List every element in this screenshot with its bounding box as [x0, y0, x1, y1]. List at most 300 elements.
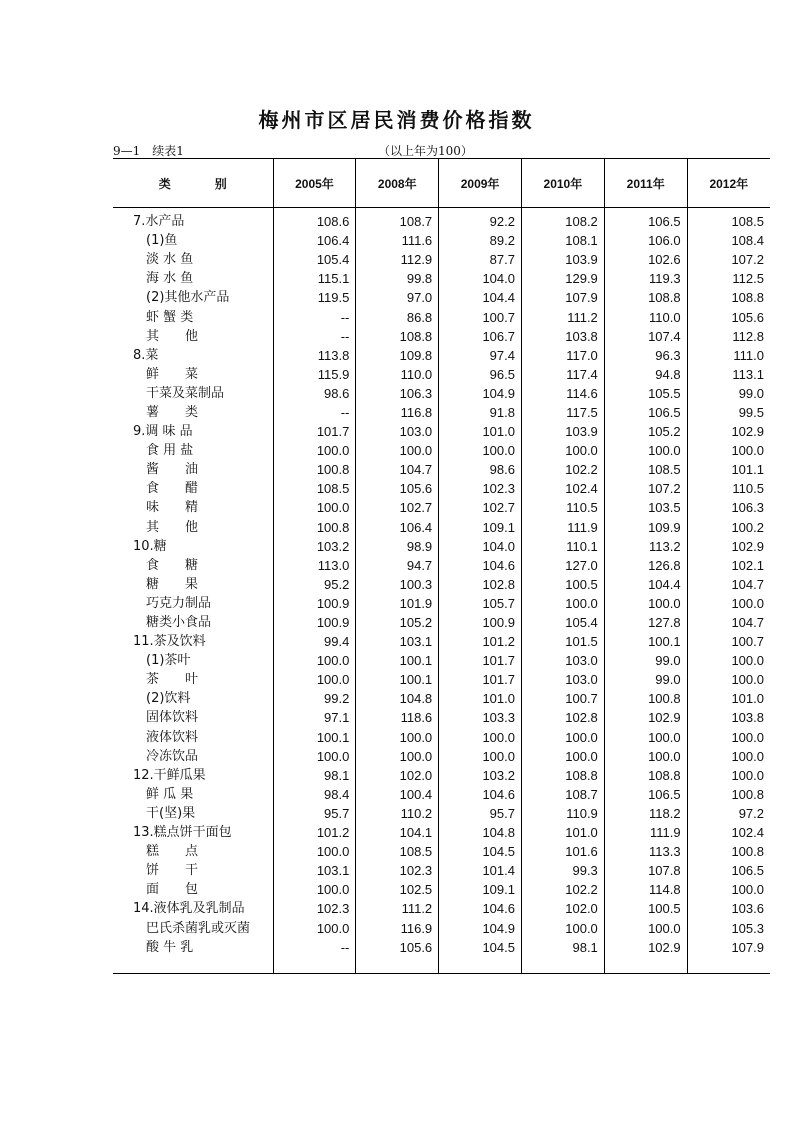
table-row: [113, 880, 770, 899]
table-row: [113, 766, 770, 785]
row-value: 103.9: [521, 422, 604, 441]
row-label: 鲜 瓜 果: [146, 786, 194, 802]
row-value: 100.0: [521, 441, 604, 460]
row-label: 8.菜: [133, 347, 159, 363]
table-row: [113, 479, 770, 498]
row-label: 饼 干: [146, 863, 199, 879]
table-row: [113, 785, 770, 804]
row-value: 101.7: [273, 422, 356, 441]
table-row: [113, 307, 770, 326]
row-value: 100.0: [687, 670, 770, 689]
row-value: 113.1: [687, 365, 770, 384]
row-value: 101.4: [439, 861, 522, 880]
row-label: 淡 水 鱼: [146, 252, 194, 268]
row-value: 100.8: [687, 842, 770, 861]
row-value: 100.0: [439, 441, 522, 460]
row-value: 105.2: [604, 422, 687, 441]
table-row: [113, 804, 770, 823]
row-value: 100.9: [273, 594, 356, 613]
header-category-right: 别: [214, 176, 227, 191]
table-row: [113, 441, 770, 460]
row-value: --: [273, 938, 356, 957]
row-value: 115.1: [273, 269, 356, 288]
row-value: 106.3: [687, 498, 770, 517]
table-row: [113, 670, 770, 689]
row-value: 117.5: [521, 403, 604, 422]
row-label: 7.水产品: [133, 214, 185, 230]
row-value: 102.0: [521, 899, 604, 918]
row-value: 99.5: [687, 403, 770, 422]
row-value: 107.2: [604, 479, 687, 498]
row-value: 107.4: [604, 327, 687, 346]
row-value: 108.8: [356, 327, 439, 346]
row-value: 104.1: [356, 823, 439, 842]
row-value: 102.9: [687, 422, 770, 441]
row-value: 100.0: [356, 441, 439, 460]
row-value: 113.3: [604, 842, 687, 861]
row-label: 12.干鲜瓜果: [133, 767, 206, 783]
row-label: 茶 叶: [146, 672, 199, 688]
row-value: 100.7: [521, 689, 604, 708]
row-value: 100.1: [356, 651, 439, 670]
row-value: 100.4: [356, 785, 439, 804]
row-value: 86.8: [356, 307, 439, 326]
row-value: 100.9: [439, 613, 522, 632]
row-value: 106.3: [356, 384, 439, 403]
row-value: 100.8: [604, 689, 687, 708]
row-value: 110.9: [521, 804, 604, 823]
table-row: [113, 231, 770, 250]
row-value: --: [273, 307, 356, 326]
row-value: 104.7: [356, 460, 439, 479]
row-value: 108.2: [521, 212, 604, 231]
row-value: 97.0: [356, 288, 439, 307]
row-value: 108.4: [687, 231, 770, 250]
table-row: [113, 212, 770, 231]
row-value: 101.2: [273, 823, 356, 842]
row-value: 104.7: [687, 575, 770, 594]
table-row: [113, 575, 770, 594]
row-value: 104.9: [439, 918, 522, 937]
row-value: 104.5: [439, 938, 522, 957]
row-value: 100.0: [273, 670, 356, 689]
row-value: 103.9: [521, 250, 604, 269]
row-value: 100.0: [687, 594, 770, 613]
row-label: 巧克力制品: [146, 595, 212, 611]
row-label: (2)其他水产品: [146, 290, 230, 306]
table-row: [113, 823, 770, 842]
table-row: [113, 288, 770, 307]
row-value: 108.8: [521, 766, 604, 785]
row-value: 96.5: [439, 365, 522, 384]
table-row: [113, 250, 770, 269]
row-value: 102.7: [439, 498, 522, 517]
row-value: 102.1: [687, 556, 770, 575]
row-value: 101.9: [356, 594, 439, 613]
row-value: 104.0: [439, 269, 522, 288]
row-value: 101.0: [687, 689, 770, 708]
row-value: 105.4: [521, 613, 604, 632]
row-value: 99.0: [687, 384, 770, 403]
row-value: 111.2: [521, 307, 604, 326]
row-value: 97.1: [273, 708, 356, 727]
row-value: 96.3: [604, 346, 687, 365]
row-value: 97.4: [439, 346, 522, 365]
row-value: 100.8: [687, 785, 770, 804]
row-value: 103.0: [356, 422, 439, 441]
row-value: 100.0: [521, 747, 604, 766]
row-value: 102.9: [604, 938, 687, 957]
page-title: 梅州市区居民消费价格指数: [258, 108, 535, 132]
row-value: 104.7: [687, 613, 770, 632]
row-value: 104.4: [439, 288, 522, 307]
row-value: 104.5: [439, 842, 522, 861]
row-value: 111.9: [521, 518, 604, 537]
row-label: 其 他: [146, 328, 199, 344]
row-value: 110.1: [521, 537, 604, 556]
table-row: [113, 689, 770, 708]
row-value: 100.7: [687, 632, 770, 651]
row-value: 105.6: [356, 479, 439, 498]
row-label: 薯 类: [146, 404, 199, 420]
row-value: 97.2: [687, 804, 770, 823]
row-value: 111.6: [356, 231, 439, 250]
row-value: 98.1: [521, 938, 604, 957]
row-value: 104.6: [439, 785, 522, 804]
row-label: 其 他: [146, 519, 199, 535]
row-value: 100.1: [604, 632, 687, 651]
row-value: 105.6: [356, 938, 439, 957]
row-label: 巴氏杀菌乳或灭菌: [146, 920, 251, 936]
row-label: 糖类小食品: [146, 615, 212, 631]
row-value: 94.7: [356, 556, 439, 575]
row-value: 91.8: [439, 403, 522, 422]
row-value: 109.8: [356, 346, 439, 365]
row-value: 95.7: [439, 804, 522, 823]
row-value: 100.0: [687, 441, 770, 460]
row-value: 103.2: [273, 537, 356, 556]
row-value: 100.5: [521, 575, 604, 594]
row-value: 103.8: [521, 327, 604, 346]
table-row: [113, 651, 770, 670]
row-value: 98.1: [273, 766, 356, 785]
row-value: 114.6: [521, 384, 604, 403]
row-value: 103.1: [356, 632, 439, 651]
row-value: 114.8: [604, 880, 687, 899]
row-value: 102.5: [356, 880, 439, 899]
table-row: [113, 747, 770, 766]
row-value: 105.6: [687, 307, 770, 326]
row-value: 110.2: [356, 804, 439, 823]
row-label: 糖 果: [146, 576, 199, 592]
row-value: 107.9: [687, 938, 770, 957]
table-row: [113, 269, 770, 288]
row-value: 102.3: [439, 479, 522, 498]
row-value: 108.5: [604, 460, 687, 479]
row-label: 10.糖: [133, 538, 167, 554]
header-category: [113, 159, 273, 208]
header-year: 2010年: [521, 159, 604, 208]
row-value: 100.0: [687, 728, 770, 747]
row-value: 103.8: [687, 708, 770, 727]
row-value: 95.2: [273, 575, 356, 594]
row-value: 103.6: [687, 899, 770, 918]
row-label: 味 精: [146, 500, 199, 516]
row-value: 129.9: [521, 269, 604, 288]
row-value: 117.4: [521, 365, 604, 384]
row-value: 106.5: [604, 785, 687, 804]
row-value: 105.2: [356, 613, 439, 632]
row-value: 102.9: [687, 537, 770, 556]
table-id: 9—1 续表1: [113, 144, 184, 158]
row-value: --: [273, 403, 356, 422]
row-value: 98.6: [439, 460, 522, 479]
row-value: 109.9: [604, 518, 687, 537]
row-value: 101.7: [439, 670, 522, 689]
row-value: 116.9: [356, 918, 439, 937]
row-value: 89.2: [439, 231, 522, 250]
row-value: 102.6: [604, 250, 687, 269]
table-row: [113, 346, 770, 365]
row-value: 117.0: [521, 346, 604, 365]
row-value: 100.7: [439, 307, 522, 326]
row-value: 100.0: [521, 728, 604, 747]
row-value: 104.0: [439, 537, 522, 556]
row-value: 110.5: [521, 498, 604, 517]
row-value: 108.5: [356, 842, 439, 861]
row-label: 虾 蟹 类: [146, 309, 194, 325]
row-value: 101.0: [439, 689, 522, 708]
row-value: 112.8: [687, 327, 770, 346]
row-label: 酸 牛 乳: [146, 939, 194, 955]
table-row: [113, 518, 770, 537]
table-row: [113, 422, 770, 441]
row-value: 99.3: [521, 861, 604, 880]
row-label: (2)饮料: [146, 691, 191, 707]
row-value: 108.8: [687, 288, 770, 307]
header-year: 2005年: [273, 159, 356, 208]
row-value: 100.1: [356, 670, 439, 689]
row-label: 干菜及菜制品: [146, 385, 225, 401]
row-label: 面 包: [146, 882, 199, 898]
header-year: 2008年: [356, 159, 439, 208]
row-value: 102.4: [687, 823, 770, 842]
row-value: 111.9: [604, 823, 687, 842]
row-value: 108.6: [273, 212, 356, 231]
table-body: [113, 208, 770, 974]
row-value: 108.8: [604, 766, 687, 785]
row-value: 127.0: [521, 556, 604, 575]
row-value: 112.5: [687, 269, 770, 288]
row-label: 酱 油: [146, 462, 199, 478]
row-value: 104.6: [439, 899, 522, 918]
row-value: 100.3: [356, 575, 439, 594]
row-label: 液体饮料: [146, 729, 199, 745]
row-label: 固体饮料: [146, 710, 199, 726]
row-value: 101.6: [521, 842, 604, 861]
row-value: 110.0: [604, 307, 687, 326]
row-value: 105.5: [604, 384, 687, 403]
row-value: 100.0: [273, 918, 356, 937]
row-label: 冷冻饮品: [146, 748, 199, 764]
row-value: 100.0: [356, 728, 439, 747]
row-value: 100.8: [273, 460, 356, 479]
row-value: 100.0: [273, 498, 356, 517]
row-value: 100.0: [521, 918, 604, 937]
row-value: 105.7: [439, 594, 522, 613]
row-value: 100.0: [273, 880, 356, 899]
row-value: 101.7: [439, 651, 522, 670]
row-value: 95.7: [273, 804, 356, 823]
row-value: 94.8: [604, 365, 687, 384]
row-value: 100.0: [604, 594, 687, 613]
row-value: 119.3: [604, 269, 687, 288]
row-value: 99.4: [273, 632, 356, 651]
header-year: 2011年: [604, 159, 687, 208]
row-value: 110.0: [356, 365, 439, 384]
row-value: 100.5: [604, 899, 687, 918]
row-label: 干(坚)果: [146, 805, 196, 821]
row-value: 110.5: [687, 479, 770, 498]
row-value: 100.0: [273, 651, 356, 670]
row-value: 127.8: [604, 613, 687, 632]
row-value: 126.8: [604, 556, 687, 575]
row-value: 100.0: [521, 594, 604, 613]
row-label: 14.液体乳及乳制品: [133, 901, 245, 917]
row-value: 103.0: [521, 651, 604, 670]
row-value: 109.1: [439, 880, 522, 899]
row-value: 99.0: [604, 670, 687, 689]
row-value: 101.1: [687, 460, 770, 479]
row-value: 112.9: [356, 250, 439, 269]
row-value: 99.2: [273, 689, 356, 708]
row-value: 105.3: [687, 918, 770, 937]
row-value: 100.2: [687, 518, 770, 537]
row-label: 13.糕点饼干面包: [133, 825, 232, 841]
row-value: 106.0: [604, 231, 687, 250]
row-value: 92.2: [439, 212, 522, 231]
row-value: 103.3: [439, 708, 522, 727]
row-value: 100.0: [273, 747, 356, 766]
row-value: 101.2: [439, 632, 522, 651]
row-label: (1)鱼: [146, 233, 178, 249]
row-value: 100.0: [356, 747, 439, 766]
row-value: --: [273, 327, 356, 346]
row-value: 100.0: [439, 728, 522, 747]
row-value: 108.7: [521, 785, 604, 804]
row-value: 102.3: [356, 861, 439, 880]
row-value: 100.1: [273, 728, 356, 747]
row-value: 87.7: [439, 250, 522, 269]
row-value: 102.9: [604, 708, 687, 727]
row-value: 100.0: [604, 728, 687, 747]
row-label: 糕 点: [146, 844, 199, 860]
table-row: [113, 594, 770, 613]
row-value: 106.5: [604, 403, 687, 422]
row-value: 102.8: [521, 708, 604, 727]
price-index-table: [113, 158, 770, 974]
row-value: 106.4: [356, 518, 439, 537]
table-row: [113, 918, 770, 937]
row-value: 106.4: [273, 231, 356, 250]
table-row: [113, 403, 770, 422]
row-value: 106.5: [687, 861, 770, 880]
row-value: 108.8: [604, 288, 687, 307]
row-value: 100.0: [604, 918, 687, 937]
table-row: [113, 384, 770, 403]
row-value: 103.0: [521, 670, 604, 689]
row-label: 食 醋: [146, 481, 199, 497]
table-row: [113, 899, 770, 918]
row-value: 113.2: [604, 537, 687, 556]
header-year: 2009年: [439, 159, 522, 208]
table-row: [113, 938, 770, 957]
table-row: [113, 556, 770, 575]
row-value: 99.0: [604, 651, 687, 670]
row-value: 100.0: [687, 747, 770, 766]
header-year: 2012年: [687, 159, 770, 208]
row-label: 鲜 菜: [146, 366, 199, 382]
row-label: 9.调 味 品: [133, 424, 193, 440]
table-row: [113, 632, 770, 651]
row-value: 106.5: [604, 212, 687, 231]
row-value: 119.5: [273, 288, 356, 307]
row-label: 食 糖: [146, 557, 199, 573]
row-value: 104.9: [439, 384, 522, 403]
row-value: 101.0: [521, 823, 604, 842]
row-value: 102.2: [521, 880, 604, 899]
table-row: [113, 327, 770, 346]
table-row: [113, 861, 770, 880]
table-row: [113, 708, 770, 727]
table-row: [113, 613, 770, 632]
row-value: 98.4: [273, 785, 356, 804]
row-value: 104.6: [439, 556, 522, 575]
row-value: 116.8: [356, 403, 439, 422]
table-row: [113, 365, 770, 384]
row-value: 98.9: [356, 537, 439, 556]
row-value: 103.1: [273, 861, 356, 880]
row-value: 102.8: [439, 575, 522, 594]
row-value: 102.2: [521, 460, 604, 479]
row-value: 108.5: [273, 479, 356, 498]
row-value: 102.3: [273, 899, 356, 918]
row-value: 100.8: [273, 518, 356, 537]
row-value: 100.0: [687, 880, 770, 899]
row-value: 103.2: [439, 766, 522, 785]
row-value: 108.5: [687, 212, 770, 231]
row-value: 100.0: [604, 441, 687, 460]
row-value: 113.8: [273, 346, 356, 365]
row-value: 98.6: [273, 384, 356, 403]
row-value: 106.7: [439, 327, 522, 346]
row-value: 100.0: [687, 651, 770, 670]
row-value: 100.0: [273, 842, 356, 861]
row-value: 118.2: [604, 804, 687, 823]
row-value: 100.0: [604, 747, 687, 766]
row-value: 108.1: [521, 231, 604, 250]
row-value: 107.2: [687, 250, 770, 269]
row-value: 113.0: [273, 556, 356, 575]
header-row: [113, 159, 770, 208]
row-value: 104.8: [439, 823, 522, 842]
row-value: 118.6: [356, 708, 439, 727]
row-value: 111.0: [687, 346, 770, 365]
row-value: 102.7: [356, 498, 439, 517]
row-value: 100.0: [273, 441, 356, 460]
row-value: 104.4: [604, 575, 687, 594]
row-value: 101.0: [439, 422, 522, 441]
